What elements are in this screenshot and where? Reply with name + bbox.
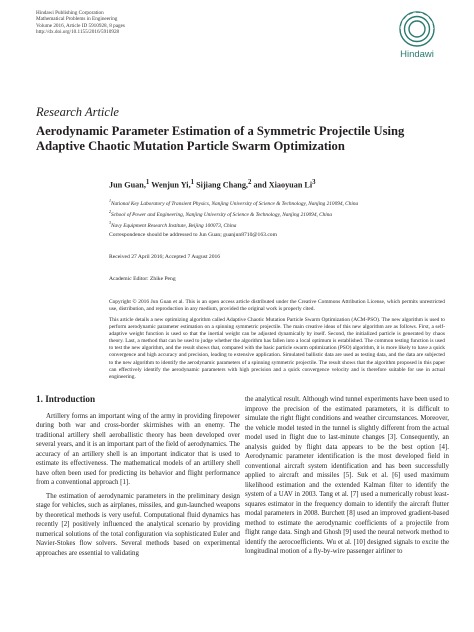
- abstract: This article details a new optimizing algorithm called Adaptive Chaotic Mutation Particle Swarm Optimization (ACM-PSO). The new algorithm is used to perform aerodynamic parameter estimation on a spinning symmetric projectile. The main creative ideas of this new algorithm are as follows. First, a self-adaptive weight function is used so that the inertial weight can be adjusted dynamically by itself. Second, the initialized particle is generated by chaos theory. Last, a method that can be used to judge whether the algorithm has fallen into a local optimum is established. The common testing function is used to test the new algorithm, and the result shows that, compared with the basic particle swarm optimization (PSO) algorithm, it is more likely to have a quick convergence and high accuracy and precision, leading to extensive application. Simulated ballistic data are used as testing data, and the data are subjected to the new algorithm to identify the aerodynamic parameters of a spinning symmetric projectile. The result shows that the algorithm proposed in this paper can effectively identify the aerodynamic parameters with high precision and a quick convergence velocity and is therefore suitable for use in actual engineering.: [109, 317, 445, 380]
- author-list: [109, 179, 316, 190]
- section-heading: 1. Introduction: [36, 394, 96, 404]
- author-name: and Xiaoyuan Li: [253, 180, 313, 190]
- author-affil-sup: 2: [247, 179, 252, 186]
- affiliations: [109, 197, 358, 230]
- author-affil-sup: 3: [312, 179, 316, 186]
- body-paragraph: Artillery forms an important wing of the army in providing firepower during both war and cross-border skirmishes with an enemy. The traditional artillery shell aeroballistic theory has been developed over several years, and it is an important part of the field of aerodynamics. The accuracy of an artillery shell is an important indicator that is used to estimate its effectiveness. The mathematical models of an artillery shell have often been used for predicting its behavior and flight performance from a conventional approach [1].: [36, 412, 240, 486]
- hindawi-logo-icon: [398, 10, 436, 48]
- journal-name: Mathematical Problems in Engineering: [36, 16, 118, 23]
- author-name: Jun Guan,: [109, 180, 146, 190]
- hindawi-logo-text: Hindawi: [400, 49, 434, 60]
- author-affil-sup: 1: [145, 179, 150, 186]
- journal-publisher: Hindawi Publishing Corporation: [36, 10, 104, 16]
- journal-volume: Volume 2016, Article ID 5910928, 8 pages: [36, 22, 125, 29]
- journal-doi: http://dx.doi.org/10.1155/2016/5910928: [36, 28, 120, 35]
- left-column: [36, 395, 240, 562]
- author-name: Sijiang Chang,: [196, 180, 248, 190]
- author-affil-sup: 1: [190, 179, 195, 186]
- journal-info: [36, 10, 125, 35]
- paper-title: Aerodynamic Parameter Estimation of a Symmetric Projectile Using Adaptive Chaotic Mutation Particle Swarm Optimization: [36, 124, 405, 153]
- author-name: Wenjun Yi,: [151, 180, 191, 190]
- copyright-license: Copyright © 2016 Jun Guan et al. This is an open access article distributed under the Creative Commons Attribution License, which permits unrestricted use, distribution, and reproduction in any medium, provided the original work is properly cited.: [109, 299, 445, 312]
- article-type: Research Article: [36, 105, 119, 119]
- correspondence: Correspondence should be addressed to Jun Guan; guanjun8710@163.com: [109, 232, 277, 238]
- affiliation: $^3$Navy Equipment Research Institute, Beijing 100073, China: [109, 219, 237, 229]
- affiliation: $^2$School of Power and Engineering, Nanjing University of Science & Technology, Nanjing 210094, China: [109, 208, 333, 218]
- received-date: Received 27 April 2016; Accepted 7 August 2016: [109, 254, 221, 260]
- body-paragraph: The estimation of aerodynamic parameters in the preliminary design stage for vehicles, such as airplanes, missiles, and gun-launched weapons by theoretical methods is very useful. Computational fluid dynamics has recently [2] positively influenced the analytical scenario by providing numerical solutions of the total configuration via sophisticated Euler and Navier-Stokes flow solvers. Several methods based on experimental approaches are essential to validating: [36, 492, 240, 557]
- right-column: [245, 395, 449, 561]
- hindawi-logo: [392, 10, 442, 68]
- affiliation: $^1$National Key Laboratory of Transient Physics, Nanjing University of Science & Technology, Nanjing 210094, China: [109, 198, 359, 207]
- body-paragraph: the analytical result. Although wind tunnel experiments have been used to improve the precision of the estimated parameters, it is difficult to simulate the right flight conditions and weather circumstances. Moreover, the vehicle model tested in the tunnel is slightly different from the actual model used in flight due to last-minute changes [3]. Consequently, an analysis guided by flight data appears to be the best option [4]. Aerodynamic parameter identification is the most developed field in conventional aircraft system identification and has been successfully applied to aircraft and missiles [5]. Suk et al. [6] used maximum likelihood estimation and the extended Kalman filter to identify the system of a UAV in 2003. Tang et al. [7] used a numerically robust least-squares estimator in the frequency domain to identify the aircraft flutter modal parameters in 2008. Burchett [8] used an improved gradient-based method to estimate the aerodynamic coefficients of a projectile from flight range data. Singh and Ghosh [9] used the neural network method to identify the aerocoefficients. Wu et al. [10] designed signals to excite the longitudinal motion of a fly-by-wire passenger airliner to: [245, 396, 449, 555]
- academic-editor: Academic Editor: Zhike Peng: [109, 276, 176, 282]
